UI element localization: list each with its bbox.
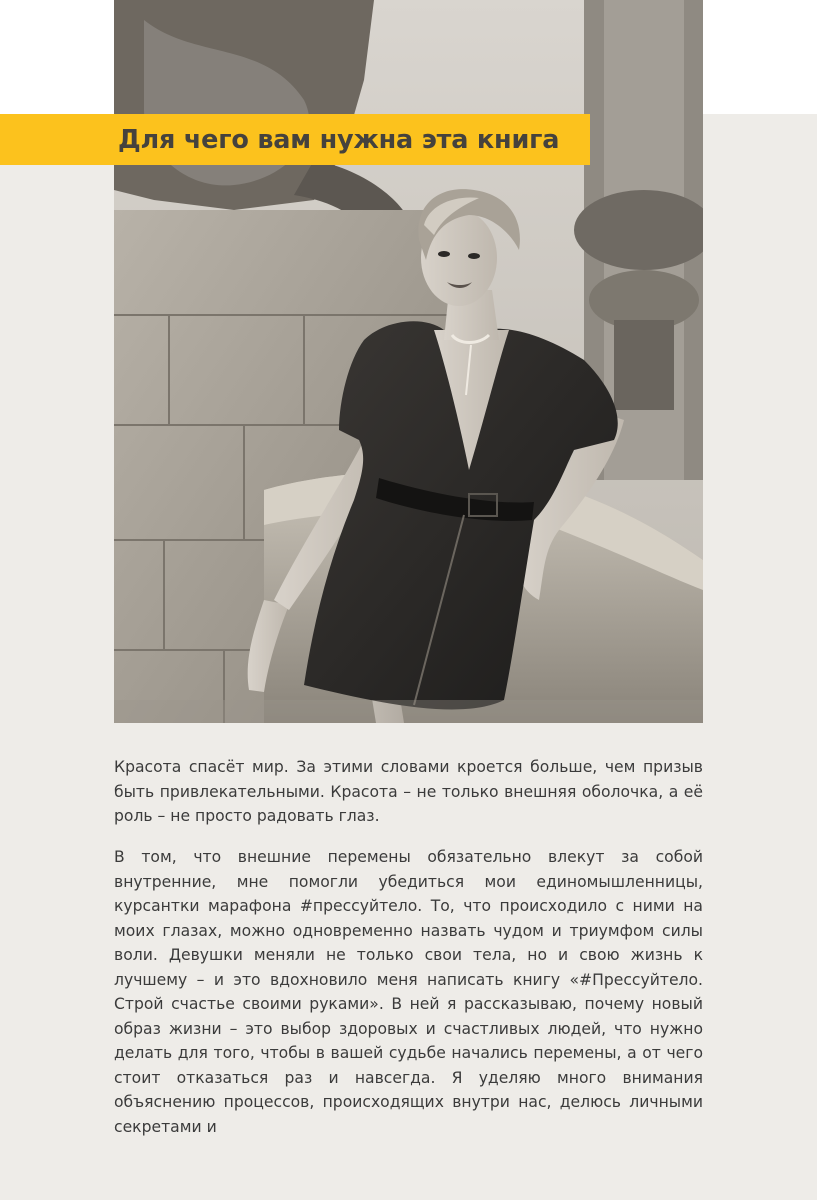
photo-illustration [114,0,703,723]
fashion-photo [114,0,703,723]
body-paragraph: В том, что внешние перемены обязательно влекут за собой внутренние, мне помогли убедиться мои единомышленницы, курсантки марафона #прессуйтело. То, что происходило с ними на моих глазах, можно одновременно назвать чудом и триумфом силы воли. Девушки меняли не только свои тела, но и свою жизнь к лучшему – и это вдохновило меня написать книгу «#Прессуйтело. Строй счастье своими руками». В ней я рассказываю, почему новый образ жизни – это выбор здоровых и счастливых людей, что нужно делать для того, чтобы в вашей судьбе начались перемены, а от чего стоит отказаться раз и навсегда. Я уделяю много внимания объяснению процессов, происходящих внутри нас, делюсь личными секретами и [114,848,703,1136]
page-title: Для чего вам нужна эта книга [118,125,560,155]
intro-paragraph: Красота спасёт мир. За этими словами кроется больше, чем призыв быть привлекательными. Красота – не только внешняя оболочка, а её роль – не просто радовать глаз. [114,758,703,825]
